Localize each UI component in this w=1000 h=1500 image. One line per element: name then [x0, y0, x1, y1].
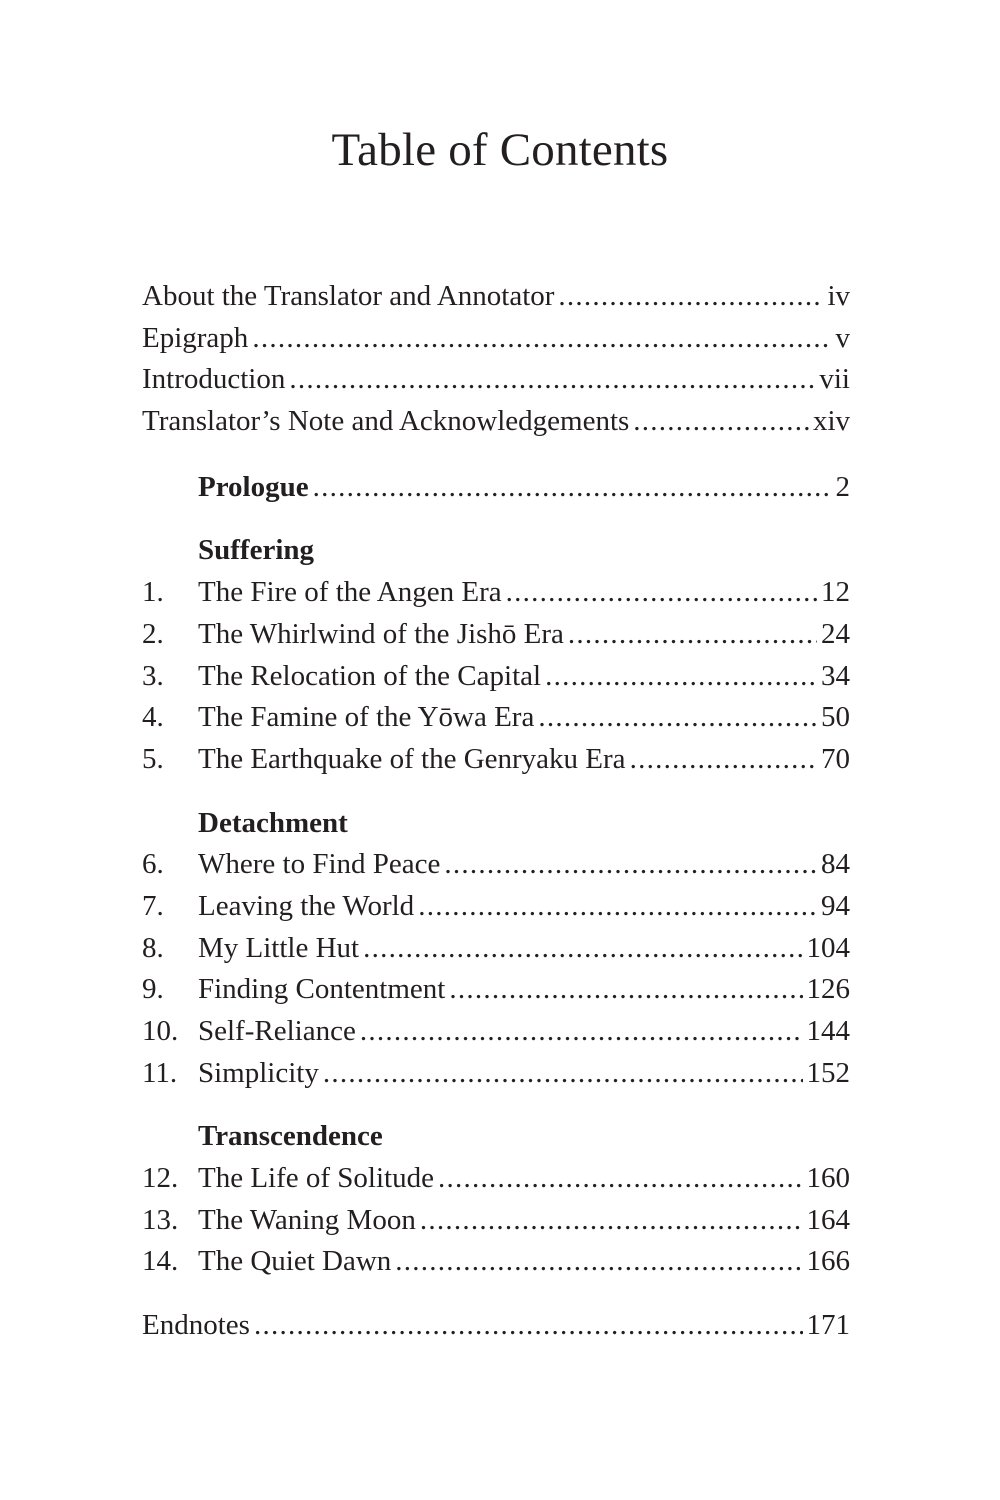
entry-page-number: 84 — [821, 848, 850, 881]
chapter-number: 2. — [142, 617, 164, 650]
toc-entry-chapter-2[interactable] — [142, 614, 850, 656]
chapter-number: 4. — [142, 701, 164, 734]
toc-entry-prologue[interactable] — [142, 467, 850, 509]
entry-page-number: 166 — [806, 1245, 850, 1278]
entry-page-number: 24 — [821, 617, 850, 650]
section-suffering — [142, 530, 850, 780]
entry-page-number: 126 — [806, 973, 850, 1006]
entry-page-number: 144 — [806, 1015, 850, 1047]
dot-leader — [545, 656, 817, 698]
entry-label: About the Translator and Annotator — [142, 280, 555, 312]
toc-entry-chapter-3[interactable] — [142, 656, 850, 698]
chapter-number: 11. — [142, 1056, 178, 1089]
table-of-contents — [142, 276, 850, 1347]
toc-entry-chapter-9[interactable] — [142, 969, 850, 1011]
entry-page-number: 12 — [821, 576, 850, 609]
toc-entry-chapter-1[interactable] — [142, 572, 850, 614]
toc-entry-translators-note[interactable] — [142, 401, 850, 443]
dot-leader — [252, 318, 831, 360]
chapter-number: 12. — [142, 1162, 179, 1195]
toc-entry-introduction[interactable] — [142, 359, 850, 401]
section-transcendence — [142, 1116, 850, 1283]
dot-leader — [395, 1241, 802, 1283]
entry-page-number: 2 — [835, 470, 850, 503]
entry-page-number: 70 — [821, 742, 850, 775]
spacer — [142, 1283, 850, 1305]
section-heading-text: Detachment — [198, 806, 348, 839]
toc-entry-epigraph[interactable] — [142, 318, 850, 360]
chapter-number: 5. — [142, 742, 164, 775]
entry-label: Simplicity — [198, 1056, 319, 1089]
entry-label: Where to Find Peace — [198, 848, 441, 881]
chapter-number: 6. — [142, 848, 164, 881]
toc-entry-chapter-4[interactable] — [142, 697, 850, 739]
entry-label: Finding Contentment — [198, 973, 446, 1006]
section-heading — [142, 1116, 850, 1158]
front-matter-list — [142, 276, 850, 443]
entry-label: Self-Reliance — [198, 1015, 356, 1047]
entry-page-number: iv — [827, 280, 850, 312]
toc-entry-chapter-8[interactable] — [142, 928, 850, 970]
entry-page-number: 34 — [821, 659, 850, 692]
spacer — [142, 1094, 850, 1116]
toc-entry-chapter-14[interactable] — [142, 1241, 850, 1283]
chapter-number: 14. — [142, 1245, 179, 1278]
entry-page-number: xiv — [812, 405, 850, 438]
chapter-number: 9. — [142, 973, 164, 1006]
entry-label: Epigraph — [142, 321, 249, 354]
dot-leader — [418, 886, 817, 928]
dot-leader — [254, 1305, 803, 1347]
spacer — [142, 781, 850, 803]
entry-label: The Relocation of the Capital — [198, 659, 542, 692]
toc-entry-about-translator[interactable] — [142, 276, 850, 318]
entry-page-number: 160 — [806, 1162, 850, 1195]
dot-leader — [558, 276, 823, 318]
entry-label: My Little Hut — [198, 931, 360, 964]
entry-label: The Whirlwind of the Jishō Era — [198, 617, 564, 650]
dot-leader — [289, 359, 815, 401]
chapter-number: 3. — [142, 659, 164, 692]
entry-page-number: 152 — [806, 1056, 850, 1089]
toc-entry-chapter-6[interactable] — [142, 844, 850, 886]
dot-leader — [363, 928, 802, 970]
entry-label: The Famine of the Yōwa Era — [198, 701, 535, 734]
section-heading — [142, 530, 850, 572]
entry-label: The Fire of the Angen Era — [198, 576, 502, 609]
dot-leader — [506, 572, 817, 614]
section-heading-text: Transcendence — [198, 1120, 383, 1153]
entry-label: The Quiet Dawn — [198, 1245, 392, 1278]
entry-page-number: 94 — [821, 889, 850, 922]
entry-label: Prologue — [198, 470, 309, 503]
dot-leader — [438, 1158, 803, 1200]
entry-page-number: 50 — [821, 701, 850, 734]
entry-label: Translator’s Note and Acknowledgements — [142, 405, 630, 438]
entry-label: Leaving the World — [198, 889, 415, 922]
chapter-number: 1. — [142, 576, 164, 609]
entry-page-number: v — [835, 321, 850, 354]
toc-entry-chapter-11[interactable] — [142, 1053, 850, 1095]
dot-leader — [420, 1200, 803, 1242]
section-detachment — [142, 803, 850, 1095]
section-heading — [142, 803, 850, 845]
section-heading-text: Suffering — [198, 534, 314, 567]
dot-leader — [323, 1053, 803, 1095]
dot-leader — [313, 467, 832, 509]
dot-leader — [633, 401, 809, 443]
entry-page-number: 104 — [806, 931, 850, 964]
chapter-number: 7. — [142, 889, 164, 922]
entry-page-number: vii — [819, 363, 850, 396]
toc-entry-endnotes[interactable] — [142, 1305, 850, 1347]
spacer — [142, 508, 850, 530]
toc-entry-chapter-7[interactable] — [142, 886, 850, 928]
toc-entry-chapter-13[interactable] — [142, 1200, 850, 1242]
toc-entry-chapter-10[interactable] — [142, 1011, 850, 1053]
entry-page-number: 164 — [806, 1203, 850, 1236]
entry-label: The Earthquake of the Genryaku Era — [198, 742, 626, 775]
entry-page-number: 171 — [806, 1309, 850, 1342]
dot-leader — [360, 1011, 803, 1053]
dot-leader — [538, 697, 817, 739]
dot-leader — [444, 844, 817, 886]
chapter-number: 13. — [142, 1203, 179, 1236]
page-title: Table of Contents — [331, 124, 669, 176]
chapter-number: 10. — [142, 1015, 179, 1047]
dot-leader — [568, 614, 817, 656]
entry-label: The Life of Solitude — [198, 1162, 434, 1195]
dot-leader — [449, 969, 802, 1011]
chapter-number: 8. — [142, 931, 164, 964]
entry-label: Endnotes — [142, 1309, 250, 1342]
toc-entry-chapter-5[interactable] — [142, 739, 850, 781]
toc-entry-chapter-12[interactable] — [142, 1158, 850, 1200]
entry-label: Introduction — [142, 363, 286, 396]
dot-leader — [630, 739, 817, 781]
entry-label: The Waning Moon — [198, 1203, 416, 1236]
spacer — [142, 443, 850, 467]
